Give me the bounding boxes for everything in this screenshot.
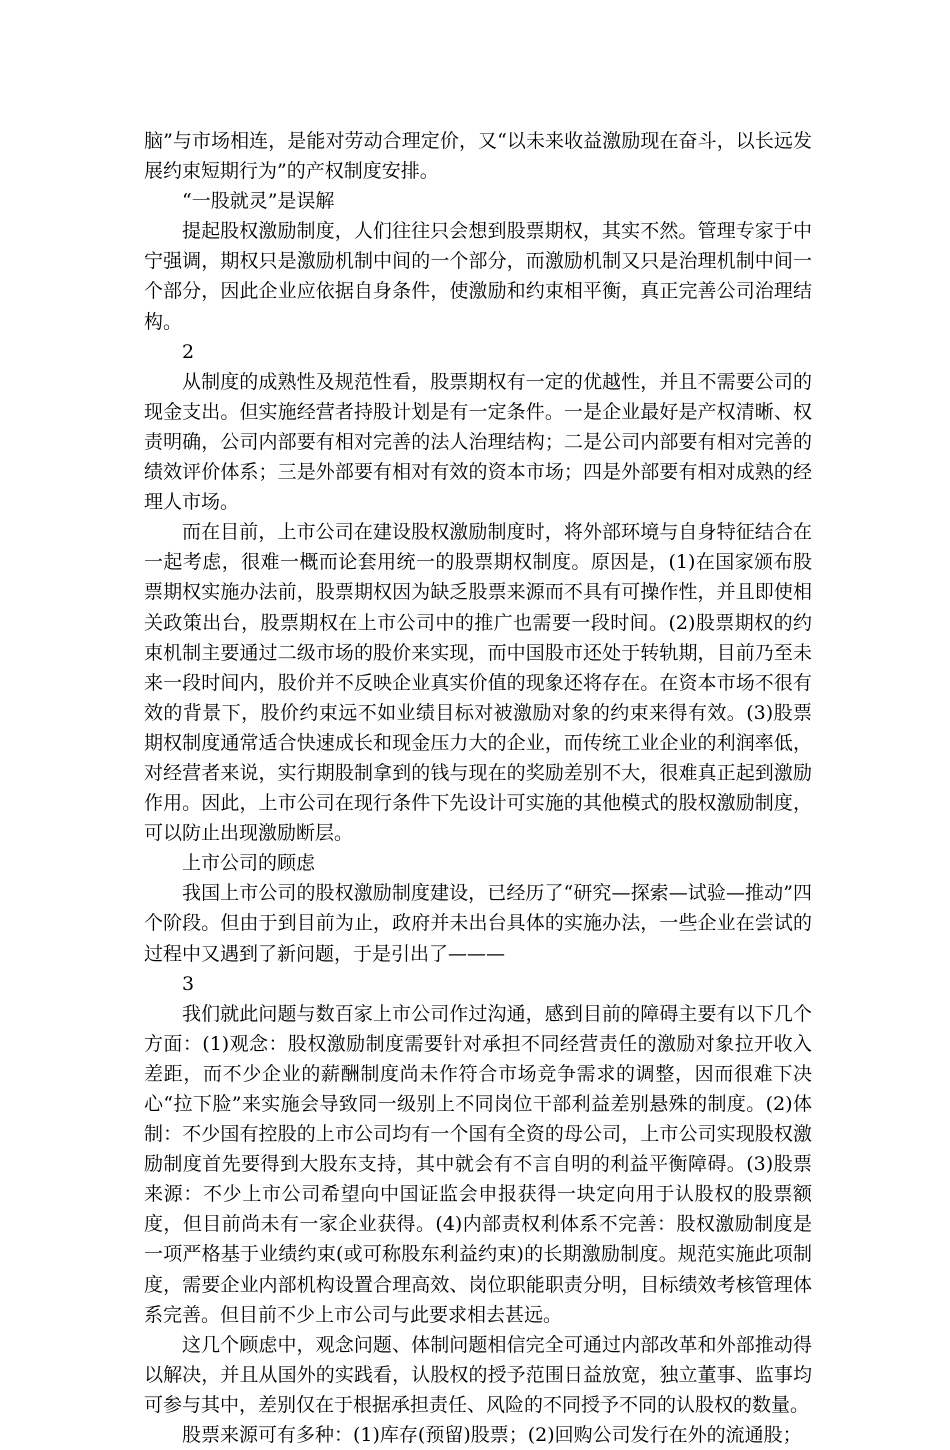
paragraph-equity-incentive-intro: 提起股权激励制度，人们往往只会想到股票期权，其实不然。管理专家于中宁强调，期权只是激励机制中间的一个部分，而激励机制又只是治理机制中间一个部分，因此企业应依据自身条件，使激励和约束相平衡，真正完善公司治理结构。: [144, 220, 812, 333]
paragraph-four-stages: 我国上市公司的股权激励制度建设，已经历了“研究—探索—试验—推动”四个阶段。但由于到目前为止，政府并未出台具体的实施办法，一些企业在尝试的过程中又遇到了新问题，于是引出了———: [144, 882, 812, 965]
paragraph-stock-sources: 股票来源可有多种：(1)库存(预留)股票；(2)回购公司发行在外的流通股；: [182, 1424, 802, 1447]
section-number-2: 2: [182, 340, 195, 363]
paragraph-current-situation: 而在目前，上市公司在建设股权激励制度时，将外部环境与自身特征结合在一起考虑，很难一概而论套用统一的股票期权制度。原因是，(1)在国家颁布股票期权实施办法前，股票期权因为缺乏股票来源而不具有可操作性，并且即使相关政策出台，股票期权在上市公司中的推广也需要一段时间。(2)股票期权的约束机制主要通过二级市场的股价来实现，而中国股市还处于转轨期，目前乃至未来一段时间内，股价并不反映企业真实价值的现象还将存在。在资本市场不很有效的背景下，股价约束远不如业绩目标对被激励对象的约束来得有效。(3)股票期权制度通常适合快速成长和现金压力大的企业，而传统工业企业的利润率低，对经营者来说，实行期股制拿到的钱与现在的奖励差别不大，很难真正起到激励作用。因此，上市公司在现行条件下先设计可实施的其他模式的股权激励制度，可以防止出现激励断层。: [144, 521, 812, 845]
paragraph-continuation: 脑”与市场相连，是能对劳动合理定价，又“以未来收益激励现在奋斗，以长远发展约束短期行为”的产权制度安排。: [144, 130, 812, 183]
section-heading-concerns: 上市公司的顾虑: [182, 852, 316, 875]
section-heading-misunderstanding: “一股就灵”是误解: [182, 190, 335, 213]
paragraph-obstacles: 我们就此问题与数百家上市公司作过沟通，感到目前的障碍主要有以下几个方面：(1)观念：股权激励制度需要针对承担不同经营责任的激励对象拉开收入差距，而不少企业的薪酬制度尚未作符合市场竞争需求的调整，因而很难下决心“拉下脸”来实施会导致同一级别上不同岗位干部利益差别悬殊的制度。(2)体制：不少国有控股的上市公司均有一个国有全资的母公司，上市公司实现股权激励制度首先要得到大股东支持，其中就会有不言自明的利益平衡障碍。(3)股票来源：不少上市公司希望向中国证监会申报获得一块定向用于认股权的股票额度，但目前尚未有一家企业获得。(4)内部责权利体系不完善：股权激励制度是一项严格基于业绩约束(或可称股东利益约束)的长期激励制度。规范实施此项制度，需要企业内部机构设置合理高效、岗位职能职责分明，目标绩效考核管理体系完善。但目前不少上市公司与此要求相去甚远。: [144, 1002, 812, 1326]
section-number-3: 3: [182, 972, 195, 995]
paragraph-maturity-conditions: 从制度的成熟性及规范性看，股票期权有一定的优越性，并且不需要公司的现金支出。但实施经营者持股计划是有一定条件。一是企业最好是产权清晰、权责明确，公司内部要有相对完善的法人治理结构；二是公司内部要有相对完善的绩效评价体系；三是外部要有相对有效的资本市场；四是外部要有相对成熟的经理人市场。: [144, 370, 812, 514]
document-body: [144, 126, 812, 1450]
paragraph-resolving-concerns: 这几个顾虑中，观念问题、体制问题相信完全可通过内部改革和外部推动得以解决，并且从国外的实践看，认股权的授予范围日益放宽，独立董事、监事均可参与其中，差别仅在于根据承担责任、风险的不同授予不同的认股权的数量。: [144, 1333, 812, 1416]
